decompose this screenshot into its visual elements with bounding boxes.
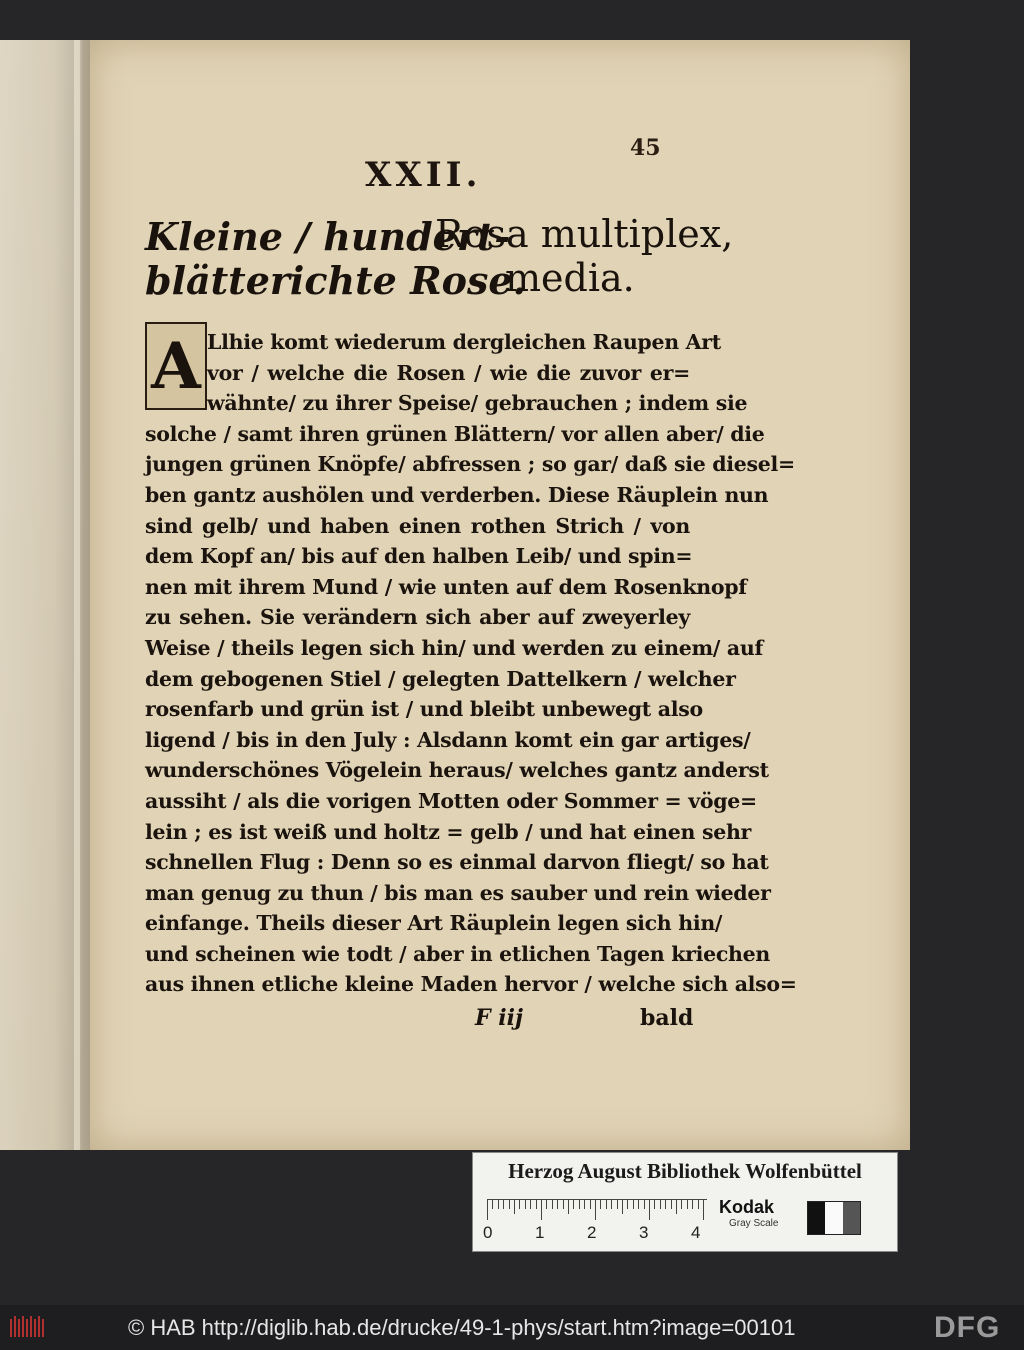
body-line: wunderschönes Vögelein heraus/ welches gantz anderst [145,758,769,783]
title-german-line: blätterichte Rose. [145,258,526,303]
glass-plate [0,40,82,1150]
ruler-tick [665,1200,666,1209]
ruler-tick [509,1200,510,1209]
ruler-tick [519,1200,520,1209]
body-line: ligend / bis in den July : Alsdann komt ein gar artiges/ [145,727,751,752]
ruler-tick [546,1200,547,1209]
section-number: XXII. [365,155,482,195]
ruler-tick [563,1200,564,1209]
ruler-tick [681,1200,682,1209]
body-line: man genug zu thun / bis man es sauber und rein wieder [145,880,771,905]
dfg-logo: DFG [934,1311,1001,1344]
body-line: zu sehen. Sie verändern sich aber auf zweyerley [145,605,690,630]
footer-url-text[interactable]: © HAB http://diglib.hab.de/drucke/49-1-phys/start.htm?image=00101 [128,1315,796,1340]
body-line: aus ihnen etliche kleine Maden hervor / welche sich also= [145,972,797,997]
body-line: Llhie komt wiederum dergleichen Raupen Art [207,330,721,354]
ruler-number: 2 [587,1223,597,1242]
ruler-number: 3 [639,1223,649,1242]
ruler-tick [536,1200,537,1209]
title-latin [435,212,733,300]
title-latin-line: Rosa multiplex, [435,212,734,256]
ruler-tick [584,1200,585,1209]
ruler-tick [600,1200,601,1209]
body-line: jungen grünen Knöpfe/ abfressen ; so gar/ daß sie diesel= [145,452,795,477]
hab-logo-icon [8,1313,48,1341]
ruler-number: 1 [535,1223,545,1242]
ruler-tick [503,1200,504,1209]
body-line: dem gebogenen Stiel / gelegten Dattelkern / welcher [145,666,736,691]
body-line: und scheinen wie todt / aber in etlichen Tagen kriechen [145,941,770,966]
ruler-tick [687,1200,688,1209]
kodak-brand: Kodak [719,1197,775,1217]
ruler-tick [638,1200,639,1209]
body-line: lein ; es ist weiß und holtz = gelb / und hat einen sehr [145,819,752,844]
swatch-black [808,1202,825,1234]
ruler-tick [492,1200,493,1209]
ruler-tick [622,1200,623,1214]
body-line: schnellen Flug : Denn so es einmal darvon fliegt/ so hat [145,850,769,875]
ruler-tick [611,1200,612,1209]
ruler-tick [557,1200,558,1209]
book-page [90,40,910,1150]
ruler-numbers [483,1223,713,1245]
ruler-tick [644,1200,645,1209]
ruler-tick [703,1200,704,1220]
body-line: sind gelb/ und haben einen rothen Strich / von [145,513,690,538]
body-line: rosenfarb und grün ist / und bleibt unbewegt also [145,697,703,722]
gray-swatches [807,1201,861,1235]
ruler-tick [660,1200,661,1209]
body-line: solche / samt ihren grünen Blättern/ vor allen aber/ die [145,421,765,446]
ruler-tick [530,1200,531,1209]
swatch-gray [843,1202,860,1234]
ruler-tick [579,1200,580,1209]
color-reference-card [472,1152,898,1252]
signature-mark: F iij [475,1005,523,1031]
ruler-tick [487,1200,488,1220]
ruler-number: 0 [483,1223,493,1242]
title-latin-line: media. [505,256,635,300]
ruler-tick [671,1200,672,1209]
body-paragraph [145,327,797,1000]
body-line: wähnte/ zu ihrer Speise/ gebrauchen ; indem sie [207,391,748,416]
catchword: bald [640,1005,694,1031]
ruler-tick [654,1200,655,1209]
body-line: dem Kopf an/ bis auf den halben Leib/ und spin= [145,544,693,569]
gray-scale-label: Gray Scale [729,1218,779,1229]
ruler-tick [552,1200,553,1209]
ruler-tick [633,1200,634,1209]
ruler-tick [541,1200,542,1220]
ruler-scale [487,1199,707,1220]
ruler-tick [590,1200,591,1209]
ruler-number: 4 [691,1223,701,1242]
body-line: ben gantz aushölen und verderben. Diese Räuplein nun [145,482,769,507]
ruler-tick [606,1200,607,1209]
ruler-tick [573,1200,574,1209]
ruler-tick [498,1200,499,1209]
body-line: nen mit ihrem Mund / wie unten auf dem Rosenknopf [145,574,747,599]
footer-bar [0,1305,1024,1350]
body-line: vor / welche die Rosen / wie die zuvor er= [207,360,690,385]
ruler-tick [627,1200,628,1209]
body-line: einfange. Theils dieser Art Räuplein legen sich hin/ [145,911,723,936]
ruler-tick [698,1200,699,1209]
swatch-white [825,1202,842,1234]
ruler-tick [595,1200,596,1220]
ruler-tick [525,1200,526,1209]
ruler-tick [676,1200,677,1214]
ruler-tick [617,1200,618,1209]
body-line: Weise / theils legen sich hin/ und werden zu einem/ auf [145,635,763,660]
body-line: aussiht / als die vorigen Motten oder Sommer = vöge= [145,788,757,813]
ruler-tick [514,1200,515,1214]
ruler-tick [568,1200,569,1214]
ruler-tick [649,1200,650,1220]
ruler-tick [692,1200,693,1209]
drop-capital: A [145,322,207,410]
title-german-line: Kleine / hundert- [145,214,511,259]
page-number: 45 [630,135,661,161]
card-title: Herzog August Bibliothek Wolfenbüttel [508,1159,862,1183]
